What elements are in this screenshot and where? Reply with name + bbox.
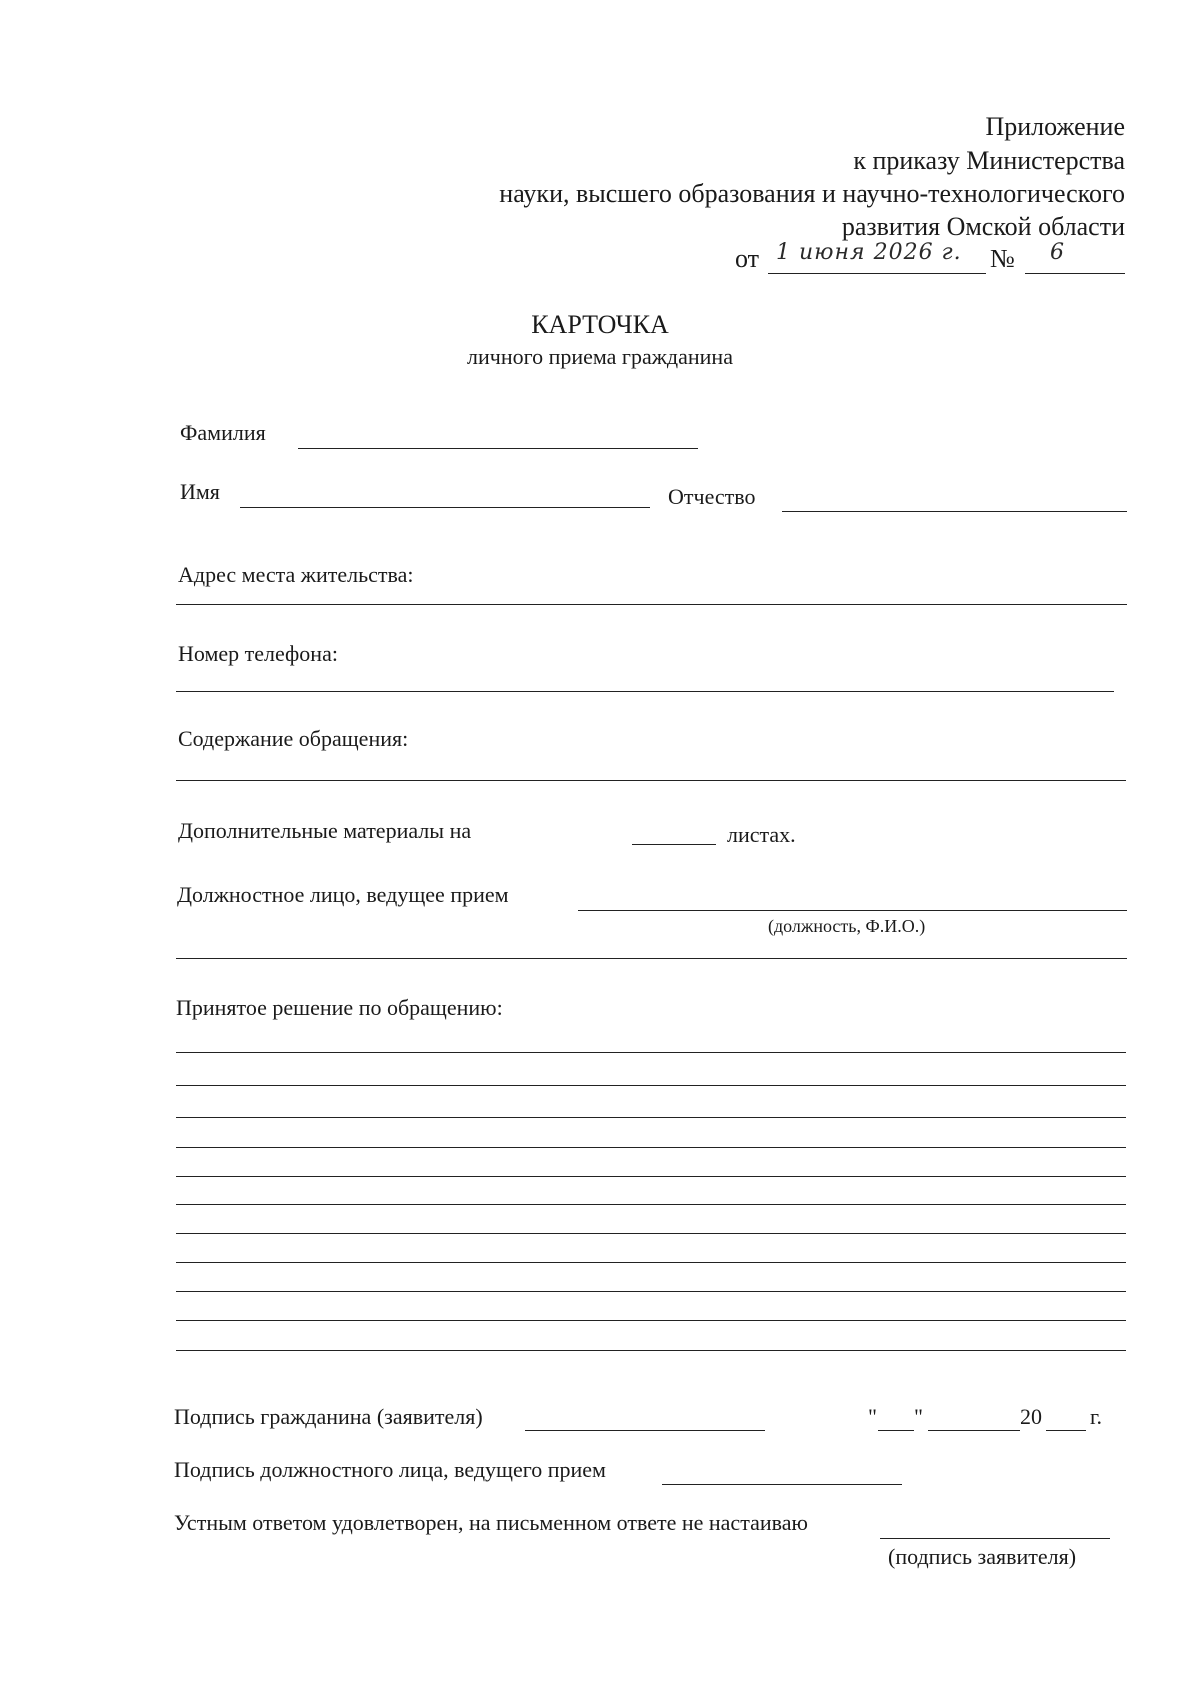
decision-line[interactable]: [176, 1350, 1126, 1351]
number-sign: №: [990, 244, 1015, 273]
decision-line[interactable]: [176, 1085, 1126, 1086]
decision-line[interactable]: [176, 1204, 1126, 1205]
date-prefix: от: [735, 244, 760, 273]
official-field[interactable]: [578, 910, 1127, 911]
address-field[interactable]: [176, 604, 1127, 605]
materials-suffix: листах.: [727, 822, 796, 847]
date-month-field[interactable]: [928, 1430, 1020, 1431]
order-reference: к приказу Министерства: [853, 146, 1125, 175]
decision-line[interactable]: [176, 1320, 1126, 1321]
decision-line[interactable]: [176, 1262, 1126, 1263]
decision-label: Принятое решение по обращению:: [176, 995, 503, 1020]
applicant-signature-field[interactable]: [880, 1538, 1110, 1539]
official-label: Должностное лицо, ведущее прием: [177, 882, 509, 907]
materials-sheets-field[interactable]: [632, 844, 716, 845]
date-line: [768, 273, 986, 274]
appendix-title: Приложение: [985, 112, 1125, 141]
address-label: Адрес места жительства:: [178, 562, 414, 587]
surname-field[interactable]: [298, 448, 698, 449]
ministry-name: науки, высшего образования и научно-технологического: [499, 179, 1125, 208]
card-subtitle: личного приема гражданина: [467, 344, 733, 369]
official-signature-label: Подпись должностного лица, ведущего прием: [174, 1457, 606, 1482]
date-year-prefix: 20: [1020, 1404, 1042, 1429]
date-quote-close: ": [914, 1404, 923, 1429]
content-label: Содержание обращения:: [178, 726, 409, 751]
region-name: развития Омской области: [841, 212, 1125, 241]
name-field[interactable]: [240, 507, 650, 508]
citizen-signature-field[interactable]: [525, 1430, 765, 1431]
card-title: КАРТОЧКА: [531, 310, 669, 339]
official-hint: (должность, Ф.И.О.): [768, 916, 926, 936]
date-year-field[interactable]: [1046, 1430, 1086, 1431]
date-year-suffix: г.: [1090, 1404, 1103, 1429]
patronymic-label: Отчество: [668, 484, 756, 509]
phone-field[interactable]: [176, 691, 1114, 692]
phone-label: Номер телефона:: [178, 641, 338, 666]
date-quote-open: ": [868, 1404, 877, 1429]
number-line: [1025, 273, 1125, 274]
decision-line[interactable]: [176, 1117, 1126, 1118]
oral-answer-statement: Устным ответом удовлетворен, на письменном ответе не настаиваю: [174, 1510, 808, 1535]
handwritten-date: 1 июня 2026 г.: [776, 240, 962, 265]
date-day-field[interactable]: [878, 1430, 914, 1431]
decision-line[interactable]: [176, 1291, 1126, 1292]
surname-label: Фамилия: [180, 420, 266, 445]
official-field-continued[interactable]: [176, 958, 1127, 959]
handwritten-number: 6: [1050, 240, 1065, 265]
materials-label: Дополнительные материалы на: [178, 818, 472, 843]
name-label: Имя: [180, 479, 220, 504]
content-field[interactable]: [176, 780, 1126, 781]
decision-line[interactable]: [176, 1147, 1126, 1148]
citizen-signature-label: Подпись гражданина (заявителя): [174, 1404, 483, 1429]
official-signature-field[interactable]: [662, 1484, 902, 1485]
decision-line[interactable]: [176, 1052, 1126, 1053]
decision-line[interactable]: [176, 1233, 1126, 1234]
decision-line[interactable]: [176, 1176, 1126, 1177]
patronymic-field[interactable]: [782, 511, 1127, 512]
applicant-signature-hint: (подпись заявителя): [888, 1544, 1077, 1569]
